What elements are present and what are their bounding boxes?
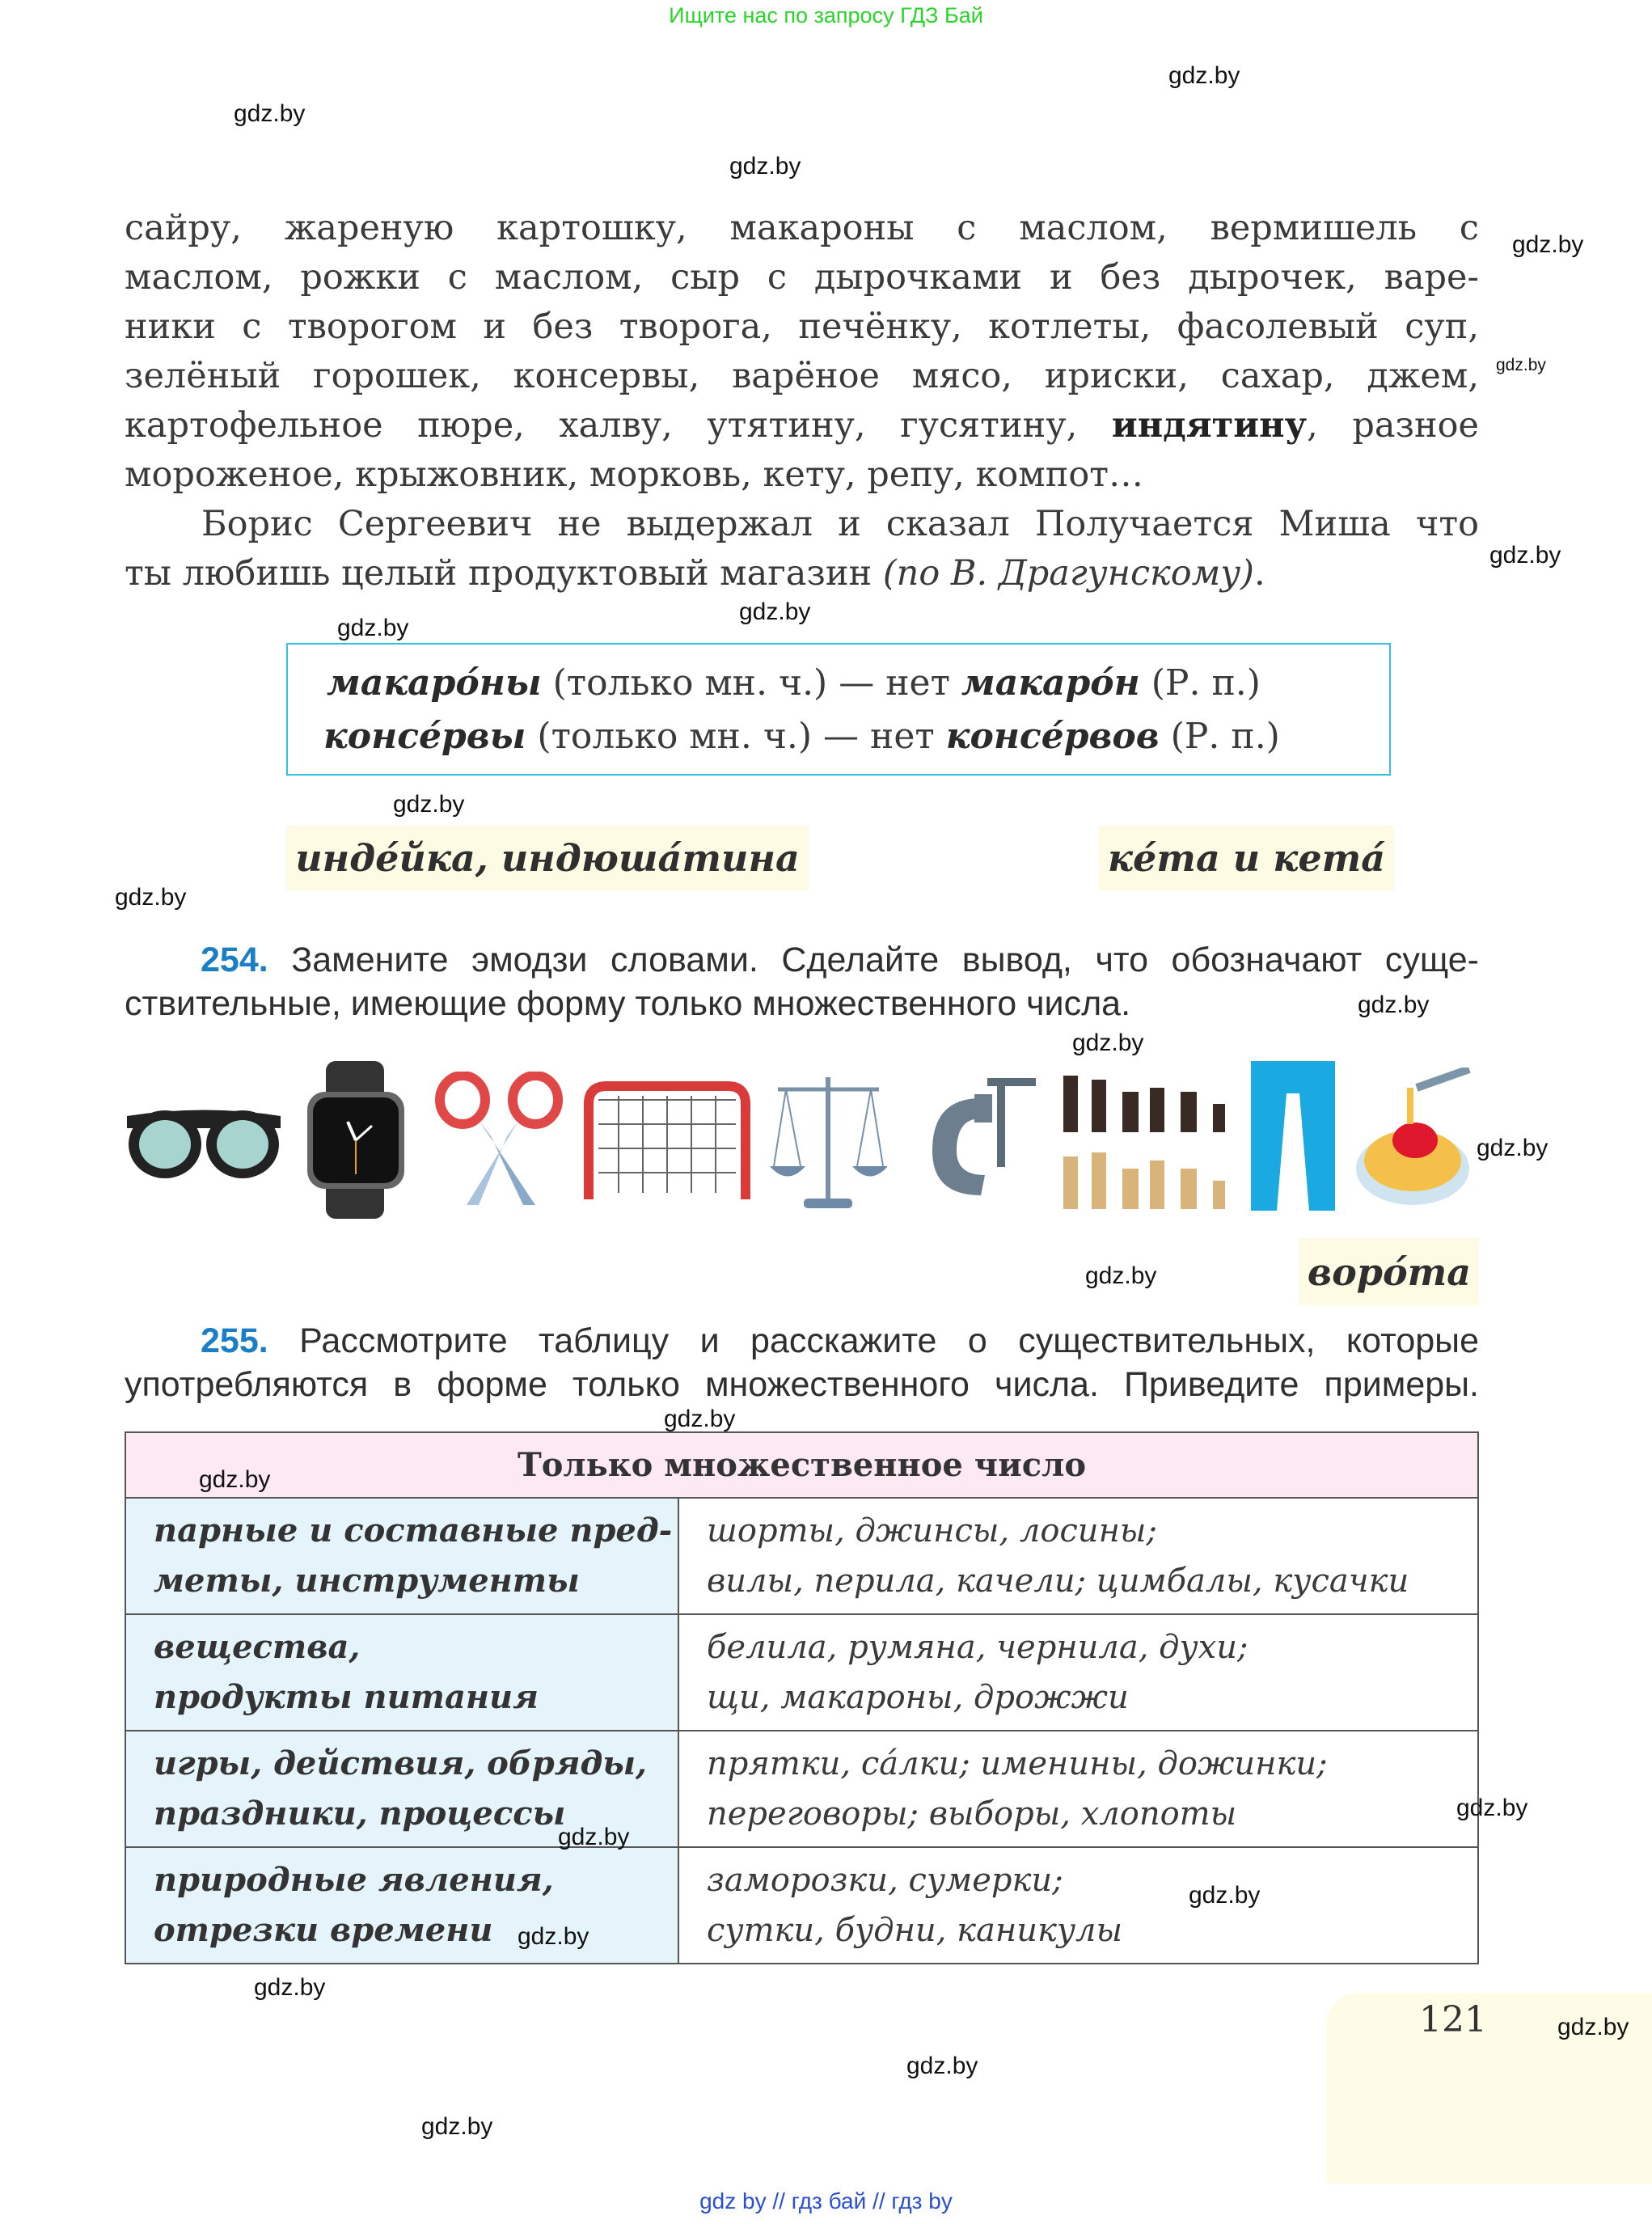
category-line: вещества, [154, 1628, 361, 1666]
footer-separator: // [866, 2188, 892, 2213]
watermark: gdz.by [254, 1974, 326, 2001]
story-line: ники с творогом и без творога, печёнку, котлеты, фасолевый суп, [125, 307, 1479, 347]
table-row [125, 1847, 1478, 1964]
source-attribution: (по В. Драгунскому) [882, 553, 1254, 594]
watermark: gdz.by [115, 884, 187, 911]
examples-cell [678, 1847, 1478, 1964]
examples-line: белила, румяна, чернила, духи; [707, 1629, 1249, 1666]
note-keta: ке́та и кета́ [1099, 826, 1394, 890]
task-text: Замените эмодзи словами. Сделайте вывод, что обозначают суще- [268, 941, 1479, 979]
task-text: ствительные, имеющие форму только множественного числа. [125, 984, 1131, 1023]
rule-text: (Р. п.) [1159, 716, 1280, 757]
rule-text: (только мн. ч.) — нет [541, 662, 961, 704]
examples-line: сутки, будни, каникулы [707, 1912, 1123, 1949]
chess-icon [1059, 1068, 1237, 1213]
footer-link[interactable]: gdz by [699, 2188, 767, 2213]
table-row [125, 1614, 1478, 1731]
task-line [125, 938, 1479, 982]
watermark: gdz.by [729, 153, 801, 180]
rule-word: консе́рвы [323, 716, 526, 757]
watermark: gdz.by [234, 100, 306, 127]
story-line: мороженое, крыжовник, морковь, кету, репу, компот… [125, 455, 1144, 495]
story-line: сайру, жареную картошку, макароны с маслом, вермишель с [125, 208, 1479, 248]
category-line: меты, инструменты [154, 1562, 580, 1600]
examples-line: щи, макароны, дрожжи [707, 1679, 1129, 1716]
task-number: 255. [201, 1321, 268, 1360]
story-text-segment: . [1253, 553, 1265, 594]
examples-line: заморозки, сумерки; [707, 1862, 1063, 1899]
category-cell [125, 1847, 678, 1964]
rule-box [286, 643, 1391, 776]
watermark: gdz.by [1358, 991, 1430, 1018]
examples-line: шорты, джинсы, лосины; [707, 1512, 1157, 1550]
watermark: gdz.by [1557, 2014, 1629, 2040]
watermark: gdz.by [1512, 231, 1584, 258]
category-cell [125, 1614, 678, 1731]
story-line: маслом, рожки с маслом, сыр с дырочками и без дырочек, варе- [125, 257, 1479, 298]
examples-line: переговоры; выборы, хлопоты [707, 1795, 1237, 1833]
story-text-segment: , разное [1307, 405, 1479, 446]
examples-cell [678, 1498, 1478, 1614]
task-line [125, 1319, 1479, 1363]
note-turkey: инде́йка, индюша́тина [286, 826, 809, 890]
task-text: Рассмотрите таблицу и расскажите о существительных, которые [268, 1321, 1479, 1360]
jeans-icon [1251, 1061, 1335, 1211]
category-cell [125, 1498, 678, 1614]
watermark: gdz.by [1456, 1795, 1528, 1821]
footer-link[interactable]: гдз by [891, 2188, 953, 2213]
rule-word: макаро́ны [327, 662, 542, 704]
watermark: gdz.by [1085, 1262, 1157, 1289]
watermark: gdz.by [518, 1923, 589, 1950]
rule-form: макаро́н [961, 662, 1140, 704]
examples-cell [678, 1731, 1478, 1847]
table-row [125, 1731, 1478, 1847]
examples-line: прятки, са́лки; именины, дожинки; [707, 1745, 1328, 1782]
watermark: gdz.by [1489, 542, 1561, 569]
glasses-icon [123, 1100, 285, 1189]
category-line: продукты питания [154, 1678, 539, 1716]
watermark: gdz.by [1168, 62, 1240, 89]
bold-word: индятину [1111, 405, 1308, 446]
footer-link[interactable]: гдз бай [791, 2188, 867, 2213]
watermark: gdz.by [199, 1466, 271, 1493]
rule-row [327, 657, 1389, 710]
story-line [125, 549, 1479, 598]
rule-text: (Р. п.) [1139, 662, 1261, 704]
task-254 [125, 938, 1479, 1025]
footer-separator: // [766, 2188, 792, 2213]
footer-links [0, 2188, 1652, 2214]
examples-cell [678, 1614, 1478, 1731]
examples-line: вилы, перила, качели; цимбалы, кусачки [707, 1562, 1409, 1600]
rule-row [323, 710, 1389, 763]
watermark: gdz.by [558, 1824, 630, 1850]
note-vorota: воро́та [1299, 1238, 1479, 1305]
plural-only-table [125, 1431, 1479, 1964]
category-line: праздники, процессы [154, 1795, 566, 1833]
task-text: употребляются в форме только множественного числа. Приведите примеры. [125, 1365, 1479, 1404]
goal-net-icon [582, 1080, 752, 1201]
category-line: отрезки времени [154, 1911, 493, 1949]
story-line [125, 401, 1479, 450]
watermark: gdz.by [1477, 1135, 1548, 1161]
watermark: gdz.by [664, 1406, 736, 1432]
spaghetti-icon [1352, 1068, 1481, 1205]
story-text-segment: ты любишь целый продуктовый магазин [125, 553, 883, 594]
rule-form: консе́рвов [945, 716, 1160, 757]
watermark: gdz.by [337, 615, 409, 641]
table-row [125, 1498, 1478, 1614]
category-line: парные и составные пред- [154, 1512, 673, 1550]
scales-icon [770, 1069, 887, 1211]
story-line: зелёный горошек, консервы, варёное мясо, ириски, сахар, джем, [125, 356, 1479, 396]
watermark: gdz.by [739, 598, 811, 625]
scissors-icon [434, 1072, 564, 1209]
story-text [125, 204, 1479, 598]
watermark: gdz.by [1072, 1030, 1144, 1056]
table-header: Только множественное число [125, 1432, 1478, 1498]
task-number: 254. [201, 941, 268, 979]
watermark: gdz.by [906, 2053, 978, 2079]
task-255 [125, 1319, 1479, 1406]
category-line: игры, действия, обряды, [154, 1744, 647, 1782]
story-text-segment: картофельное пюре, халву, утятину, гусятину, [125, 405, 1112, 446]
page-number: 121 [1419, 1999, 1487, 2040]
watermark: gdz.by [1496, 356, 1546, 374]
clamp-icon [924, 1074, 1041, 1203]
watermark: gdz.by [1189, 1882, 1261, 1909]
watch-icon [303, 1061, 408, 1219]
watermark: gdz.by [393, 791, 465, 818]
category-line: природные явления, [154, 1861, 554, 1899]
watermark: gdz.by [421, 2113, 493, 2140]
story-line: Борис Сергеевич не выдержал и сказал Получается Миша что [201, 504, 1479, 544]
rule-text: (только мн. ч.) — нет [526, 716, 946, 757]
top-banner[interactable]: Ищите нас по запросу ГДЗ Бай [669, 3, 983, 27]
